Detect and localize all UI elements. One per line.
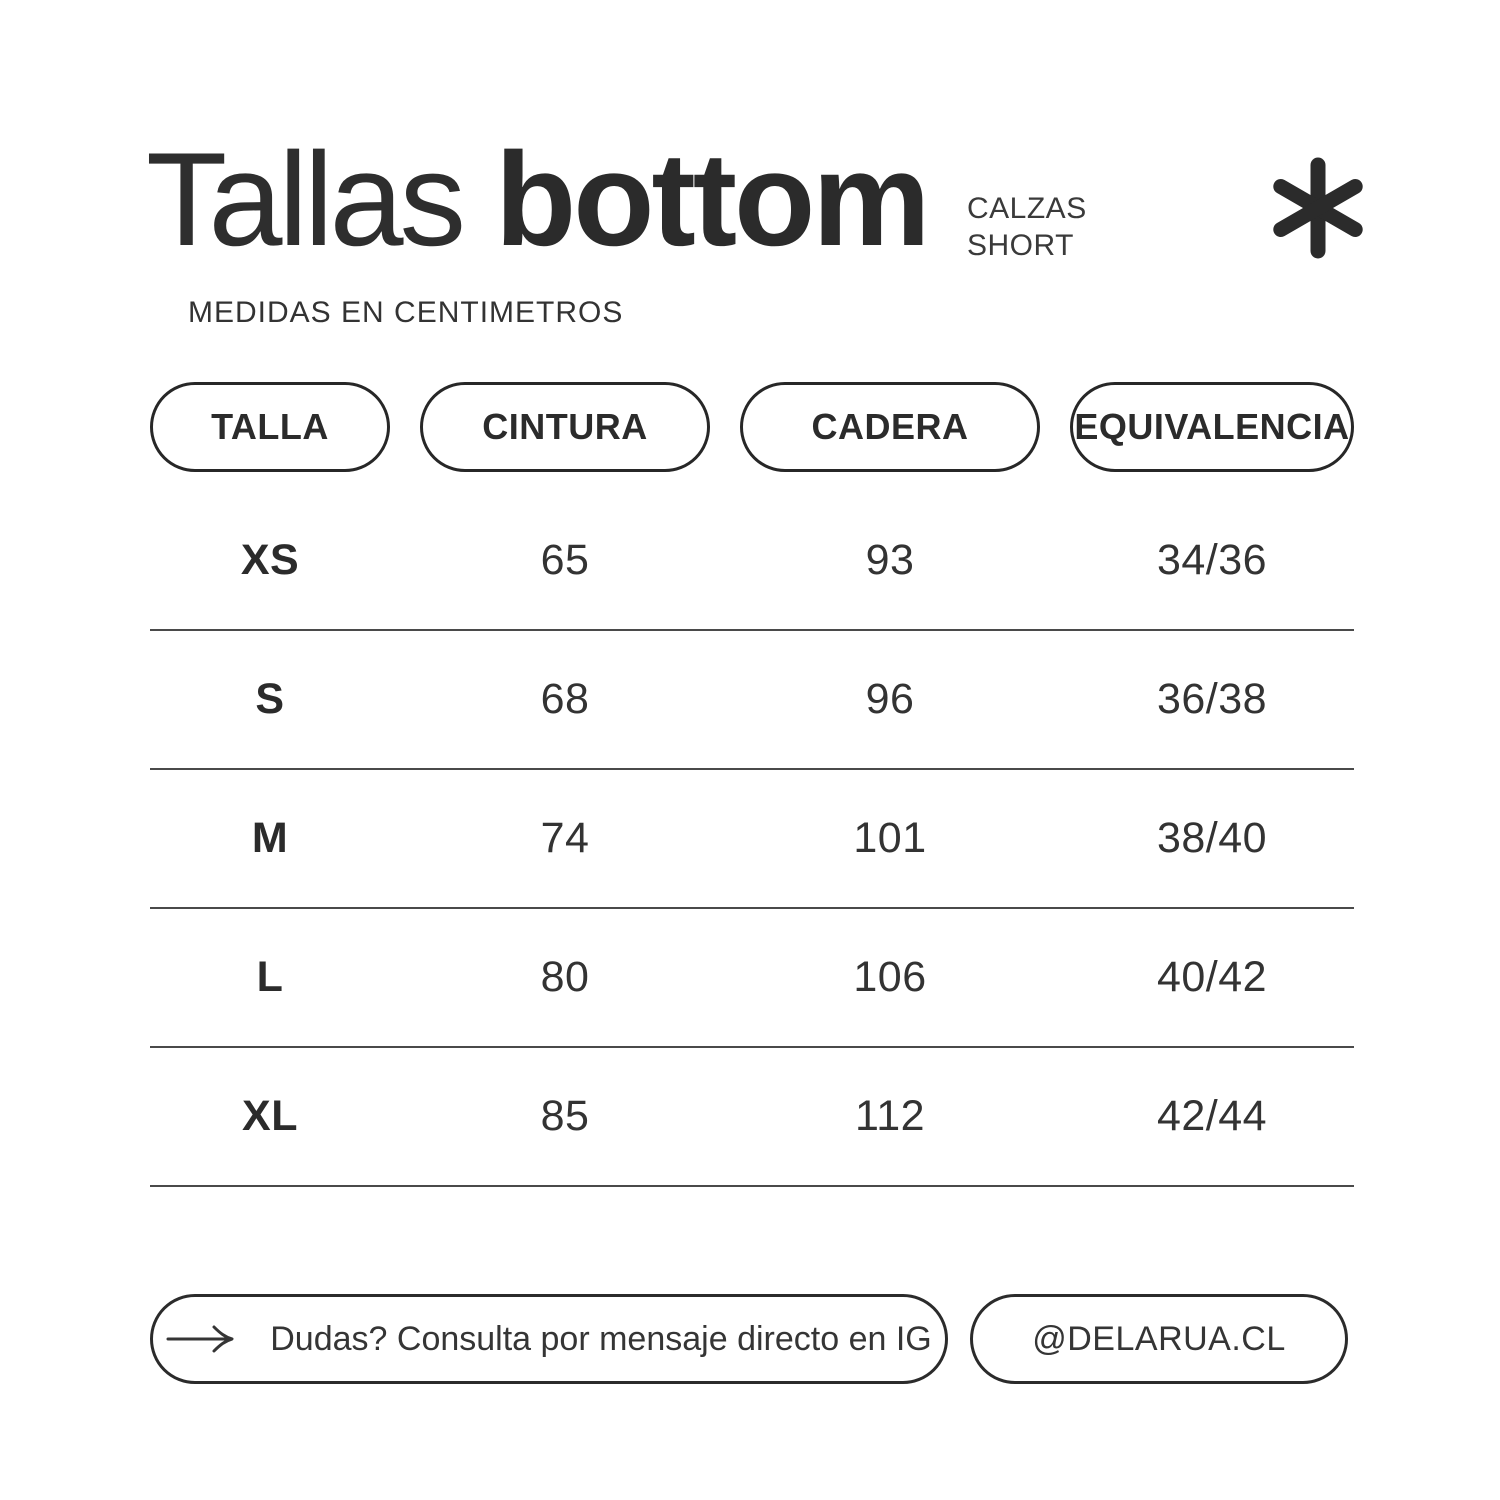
column-header-cintura: CINTURA — [420, 382, 710, 472]
units-note: MEDIDAS EN CENTIMETROS — [188, 296, 624, 329]
subtitle — [967, 190, 1087, 264]
instagram-handle-pill — [970, 1294, 1348, 1384]
asterisk-icon — [1262, 152, 1374, 264]
column-header-cadera: CADERA — [740, 382, 1040, 472]
table-row — [150, 770, 1354, 909]
cell-cadera: 106 — [853, 953, 927, 1001]
contact-pill — [150, 1294, 948, 1384]
title-regular: Tallas — [146, 126, 495, 274]
cell-cadera: 93 — [865, 536, 915, 584]
page-title — [146, 126, 928, 274]
cell-cintura: 65 — [540, 536, 590, 584]
cell-equivalencia: 40/42 — [1156, 953, 1268, 1001]
column-header-talla: TALLA — [150, 382, 390, 472]
cell-equivalencia: 38/40 — [1156, 814, 1268, 862]
cell-cadera: 96 — [865, 675, 915, 723]
table-row — [150, 631, 1354, 770]
column-header-equivalencia: EQUIVALENCIA — [1070, 382, 1354, 472]
subtitle-line-2: SHORT — [967, 229, 1074, 262]
instagram-handle: @DELARUA.CL — [1032, 1319, 1286, 1358]
cell-talla: XL — [242, 1092, 298, 1140]
cell-talla: M — [251, 814, 289, 862]
cell-talla: XS — [240, 536, 300, 584]
table-row — [150, 1048, 1354, 1187]
contact-label: Dudas? Consulta por mensaje directo en IG — [270, 1319, 932, 1358]
cell-cintura: 74 — [540, 814, 590, 862]
arrow-right-icon — [166, 1324, 236, 1354]
table-body — [150, 492, 1354, 1187]
cell-cintura: 85 — [540, 1092, 590, 1140]
table-row — [150, 492, 1354, 631]
cell-cintura: 80 — [540, 953, 590, 1001]
cell-talla: L — [256, 953, 284, 1001]
table-row — [150, 909, 1354, 1048]
cell-cintura: 68 — [540, 675, 590, 723]
table-header-row — [150, 382, 1354, 472]
cell-equivalencia: 34/36 — [1156, 536, 1268, 584]
cell-cadera: 112 — [854, 1092, 926, 1140]
footer — [150, 1294, 1348, 1384]
title-bold: bottom — [495, 126, 928, 274]
cell-equivalencia: 36/38 — [1156, 675, 1268, 723]
cell-talla: S — [255, 675, 285, 723]
size-table — [150, 382, 1354, 1187]
subtitle-line-1: CALZAS — [967, 192, 1087, 225]
cell-cadera: 101 — [853, 814, 927, 862]
cell-equivalencia: 42/44 — [1156, 1092, 1268, 1140]
